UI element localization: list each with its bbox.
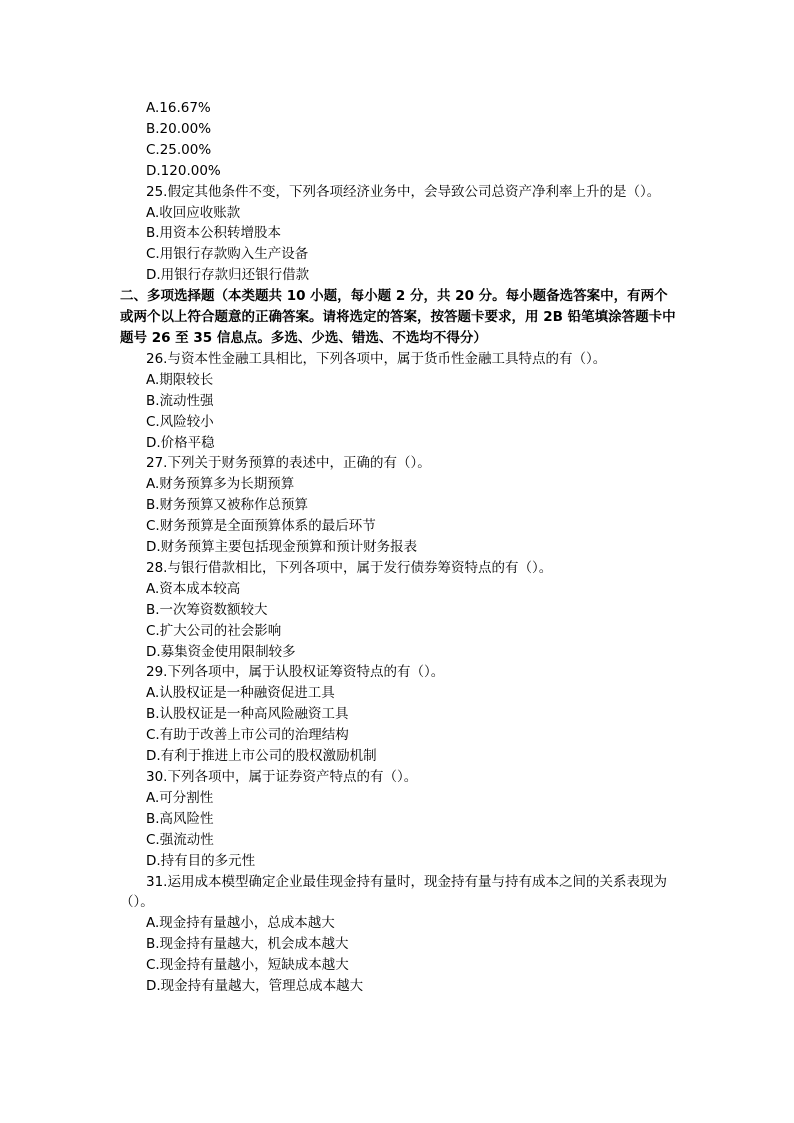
q28-option-d: D.募集资金使用限制较多 xyxy=(146,643,296,660)
q30-option-c: C.强流动性 xyxy=(146,831,214,848)
q25-stem: 25.假定其他条件不变，下列各项经济业务中，会导致公司总资产净利率上升的是（）。 xyxy=(146,183,661,200)
q29-block xyxy=(120,662,680,767)
q28-block xyxy=(120,558,680,663)
q29-stem: 29.下列各项中，属于认股权证筹资特点的有（）。 xyxy=(146,664,445,681)
q27-stem: 27.下列关于财务预算的表述中，正确的有（）。 xyxy=(146,455,431,472)
q28-option-a: A.资本成本较高 xyxy=(146,580,241,597)
q30-option-a: A.可分割性 xyxy=(146,789,214,806)
q31-option-a: A.现金持有量越小，总成本越大 xyxy=(146,915,335,932)
q27-option-a: A.财务预算多为长期预算 xyxy=(146,476,295,493)
q30-option-d: D.持有目的多元性 xyxy=(146,852,256,869)
q31-option-b: B.现金持有量越大，机会成本越大 xyxy=(146,936,349,953)
section-heading-multiple-choice: 二、多项选择题（本类题共 10 小题，每小题 2 分，共 20 分。每小题备选答案中，有两个或两个以上符合题意的正确答案。请将选定的答案，按答题卡要求，用 2B 铅笔填涂答题卡中题号 26 至 35 信息点。多选、少选、错选、不选均不得分） xyxy=(120,288,676,346)
q30-block xyxy=(120,767,680,872)
q29-option-c: C.有助于改善上市公司的治理结构 xyxy=(146,727,349,744)
q28-option-c: C.扩大公司的社会影响 xyxy=(146,622,282,639)
q25-option-a: A.收回应收账款 xyxy=(146,204,241,221)
q30-option-b: B.高风险性 xyxy=(146,810,214,827)
q25-option-d: D.用银行存款归还银行借款 xyxy=(146,267,310,284)
q26-option-a: A.期限较长 xyxy=(146,371,214,388)
q27-block xyxy=(120,453,680,558)
q29-option-a: A.认股权证是一种融资促进工具 xyxy=(146,685,335,702)
page-content xyxy=(120,98,680,997)
q31-stem: 31.运用成本模型确定企业最佳现金持有量时，现金持有量与持有成本之间的关系表现为（）。 xyxy=(120,873,667,911)
q27-option-d: D.财务预算主要包括现金预算和预计财务报表 xyxy=(146,539,418,556)
q24-option-a: A.16.67% xyxy=(146,100,211,116)
q24-option-c: C.25.00% xyxy=(146,141,212,158)
q29-option-b: B.认股权证是一种高风险融资工具 xyxy=(146,706,349,723)
q26-option-c: C.风险较小 xyxy=(146,413,214,430)
q28-option-b: B.一次筹资数额较大 xyxy=(146,601,268,618)
q24-option-d: D.120.00% xyxy=(146,162,221,179)
q26-stem: 26.与资本性金融工具相比，下列各项中，属于货币性金融工具特点的有（）。 xyxy=(146,350,607,367)
q27-option-b: B.财务预算又被称作总预算 xyxy=(146,497,309,514)
q30-stem: 30.下列各项中，属于证券资产特点的有（）。 xyxy=(146,769,418,785)
q26-option-d: D.价格平稳 xyxy=(146,434,215,451)
q25-option-c: C.用银行存款购入生产设备 xyxy=(146,246,309,263)
q29-option-d: D.有利于推进上市公司的股权激励机制 xyxy=(146,748,377,765)
q31-option-d: D.现金持有量越大，管理总成本越大 xyxy=(146,978,364,995)
q28-stem: 28.与银行借款相比，下列各项中，属于发行债券筹资特点的有（）。 xyxy=(146,559,553,576)
q25-option-b: B.用资本公积转增股本 xyxy=(146,225,282,242)
q26-block xyxy=(120,349,680,454)
q27-option-c: C.财务预算是全面预算体系的最后环节 xyxy=(146,518,376,535)
q24-option-b: B.20.00% xyxy=(146,120,212,137)
q26-option-b: B.流动性强 xyxy=(146,392,214,409)
q31-option-c: C.现金持有量越小，短缺成本越大 xyxy=(146,957,349,974)
